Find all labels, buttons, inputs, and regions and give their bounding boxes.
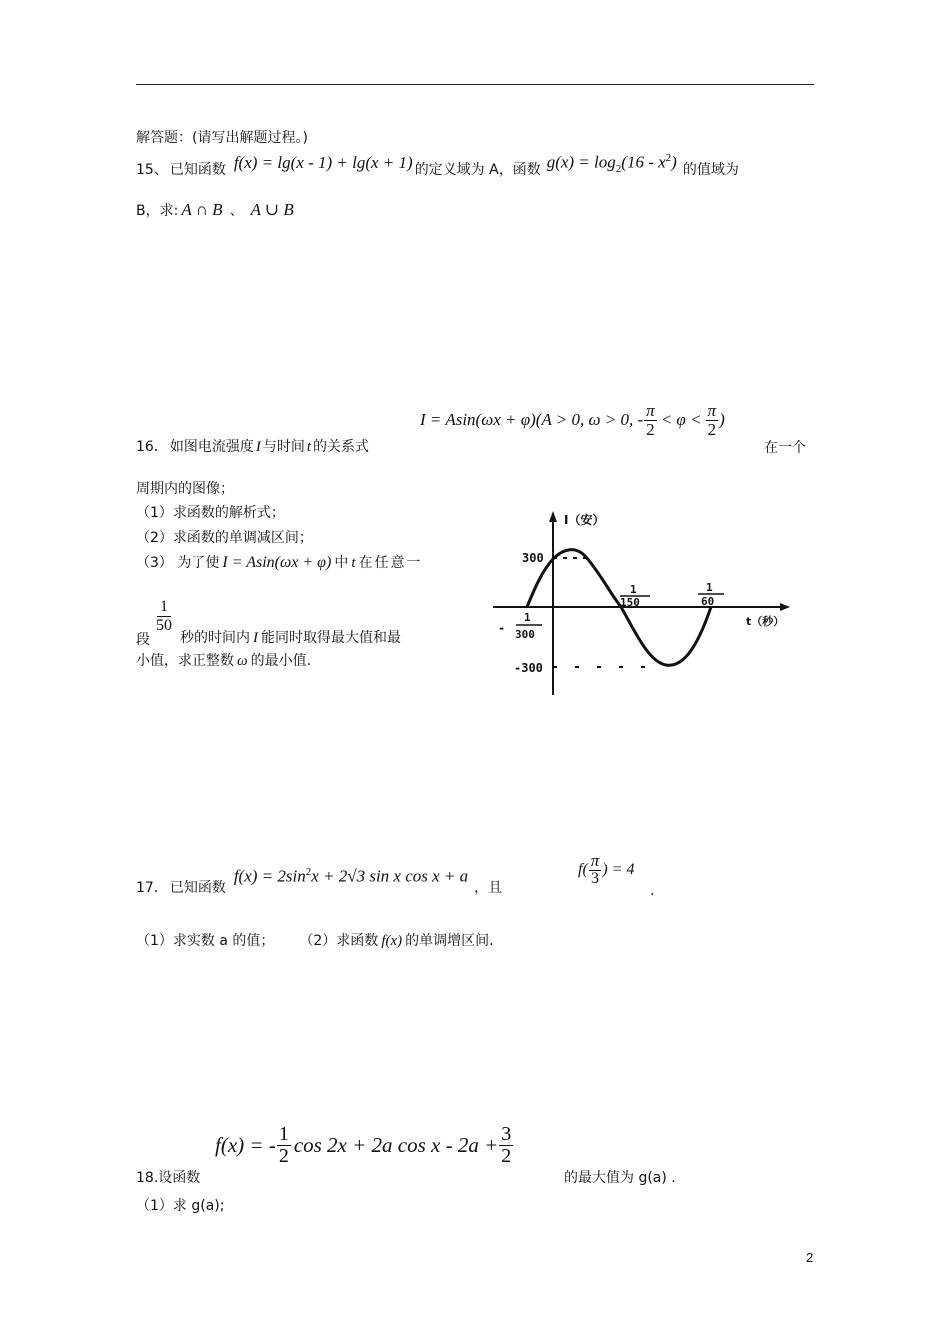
tick-mid-num: 1 — [630, 583, 637, 596]
q17-part-2: （2）求函数 — [299, 933, 379, 949]
tick-right-den: 60 — [701, 595, 715, 608]
q17-f-definition: $f(x) = 2\sin^2x + 2√3$ sin x cos x + a — [233, 866, 469, 886]
question-15-line-2: B，求: A ∩ B 、 A ∪ B — [136, 200, 294, 219]
current-time-graph — [488, 505, 798, 695]
tick-mid-den: 150 — [620, 596, 640, 609]
tick-right-num: 1 — [706, 581, 713, 594]
y-min-label: -300 — [514, 661, 543, 675]
q15-f-definition: f(x) = lg(x - 1) + lg(x + 1) — [233, 152, 413, 172]
tick-left-den: 300 — [515, 628, 535, 641]
q16-fraction-1-50: 1 50 — [156, 598, 172, 634]
q16-line-2: 周期内的图像； — [136, 481, 234, 497]
page-number: 2 — [806, 1250, 814, 1265]
q15-union: A ∪ B — [250, 200, 294, 219]
y-max-label: 300 — [522, 551, 544, 565]
question-17-line-2: （1）求实数 a 的值； （2）求函数 f(x) 的单调增区间. — [136, 930, 494, 950]
q16-part-3-line-1: （3） 为了使 I = Asin(ωx + φ) 中 t 在任意一 — [136, 554, 423, 571]
q15-number: 15、 — [136, 161, 168, 178]
q16-relation-formula: I = Asin(ωx + φ)(A > 0, ω > 0, - $\frac{\pi}{2}$ < φ < $\frac{\pi}{2}$ ) — [420, 401, 725, 439]
tick-left-num: 1 — [524, 611, 531, 624]
q18-part-1: （1）求 g(a); — [136, 1198, 225, 1214]
q18-number: 18. — [136, 1170, 159, 1186]
question-15-line-1: 15、 已知函数 f(x) = lg(x - 1) + lg(x + 1) 的定义域为 A，函数 $g(x) = \log_2(16 - x^2)$ 的值域为 — [136, 152, 739, 178]
q18-f-definition: f(x) = - $\frac{1}{2}$ cos 2x + 2a cos x - 2a + $\frac{3}{2}$ — [215, 1123, 512, 1167]
tick-left-sign: - — [498, 621, 506, 635]
t-axis-arrow — [780, 603, 790, 611]
q16-part-1: （1）求函数的解析式； — [136, 505, 285, 521]
question-16-line-1: 16． 如图电流强度 I 与时间 t 的关系式 — [136, 436, 369, 456]
question-17-line-1: 17． 已知函数 $f(x) = 2\sin^2x + 2√3$ sin x cos x + a ，且 — [136, 866, 503, 896]
i-axis-label: I（安） — [564, 513, 605, 527]
q15-intersection: A ∩ B — [181, 200, 223, 219]
section-title: 解答题：(请写出解题过程。) — [136, 130, 308, 146]
q16-part-2: （2）求函数的单调减区间； — [136, 530, 313, 546]
q17-part-1: （1）求实数 a 的值； — [136, 933, 275, 949]
q15-g-definition: $g(x) = \log_2(16 - x^2)$ — [546, 152, 677, 176]
q16-number: 16． — [136, 439, 168, 455]
question-18-line-1: 18. 设函数 — [136, 1170, 201, 1186]
header-rule — [136, 84, 814, 85]
i-axis-arrow — [549, 511, 557, 522]
q16-part-3-line-3: 小值，求正整数 ω 的最小值. — [136, 653, 312, 669]
q17-condition: f( $\frac{\pi}{3}$ ) = 4 — [578, 851, 635, 887]
t-axis-label: t（秒） — [746, 615, 785, 628]
q16-part-3-line-2: 秒的时间内 I 能同时取得最大值和最 — [180, 630, 401, 646]
q17-number: 17． — [136, 879, 168, 896]
